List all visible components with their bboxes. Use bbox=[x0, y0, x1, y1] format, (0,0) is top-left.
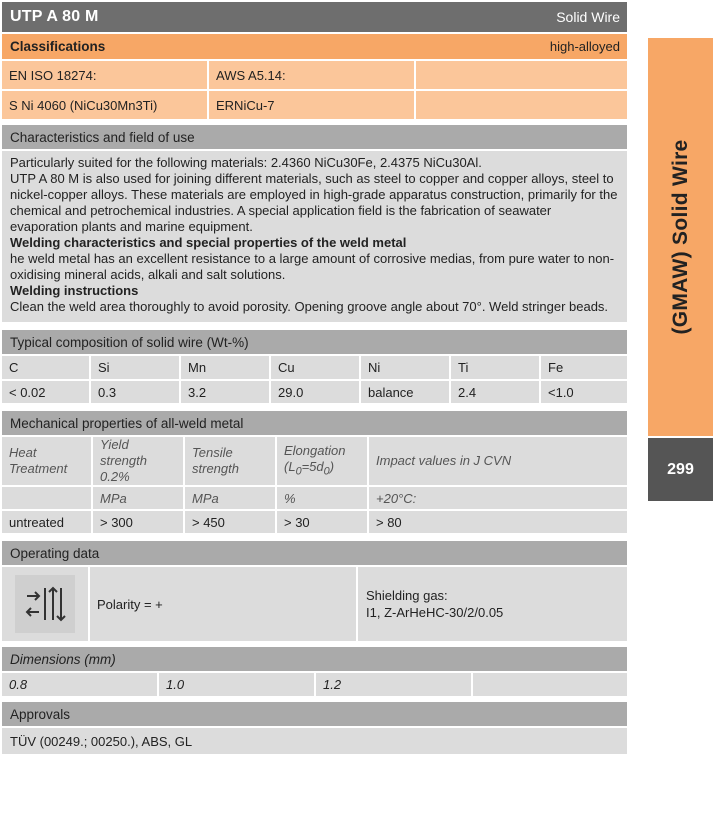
polarity-text: Polarity = + bbox=[90, 567, 358, 641]
classifications-row-designations bbox=[2, 91, 627, 121]
elongation-label-mid: =5d bbox=[301, 458, 324, 474]
characteristics-text bbox=[2, 151, 627, 322]
operating-heading: Operating data bbox=[2, 541, 627, 567]
classifications-header bbox=[2, 34, 627, 61]
shielding-gas-value: I1, Z-ArHeHC-30/2/0.05 bbox=[366, 605, 504, 620]
shielding-gas bbox=[358, 567, 627, 641]
elongation-subscript: 0 bbox=[323, 465, 330, 478]
value-cell: > 80 bbox=[368, 510, 627, 534]
shielding-gas-label: Shielding gas: bbox=[366, 588, 448, 603]
dimension-value: 0.8 bbox=[2, 673, 158, 697]
unit-cell: MPa bbox=[184, 486, 276, 510]
element-symbol: Mn bbox=[180, 356, 270, 380]
classification-cell: EN ISO 18274: bbox=[2, 61, 209, 89]
dimension-value bbox=[472, 673, 627, 697]
element-value: 29.0 bbox=[270, 380, 360, 404]
polarity-symbol-icon bbox=[15, 575, 75, 633]
welding-instructions-heading: Welding instructions bbox=[10, 283, 139, 298]
characteristics-paragraph: Particularly suited for the following materials: 2.4360 NiCu30Fe, 2.4375 NiCu30Al. bbox=[10, 155, 482, 170]
composition-values-row bbox=[2, 380, 627, 404]
tensile-strength-header: Tensile strength bbox=[184, 437, 276, 486]
classification-cell bbox=[416, 91, 627, 119]
classification-cell: AWS A5.14: bbox=[209, 61, 416, 89]
section-tab bbox=[648, 38, 713, 436]
characteristics-paragraph: he weld metal has an excellent resistance to a large amount of corrosive medias, from pure water to non-oxidising mineral acids, alkali and salt solutions. bbox=[10, 251, 615, 282]
approvals-value: TÜV (00249.; 00250.), ABS, GL bbox=[2, 728, 627, 754]
welding-characteristics-heading: Welding characteristics and special properties of the weld metal bbox=[10, 235, 407, 250]
elongation-header bbox=[276, 437, 368, 486]
operating-row bbox=[2, 567, 627, 643]
product-title: UTP A 80 M bbox=[10, 8, 99, 25]
classifications-category: high-alloyed bbox=[549, 39, 620, 54]
page-number: 299 bbox=[648, 438, 713, 501]
element-value: 3.2 bbox=[180, 380, 270, 404]
classification-cell bbox=[416, 61, 627, 89]
classifications-row-standards bbox=[2, 61, 627, 91]
element-symbol: Fe bbox=[540, 356, 627, 380]
polarity-icon-cell bbox=[2, 567, 90, 641]
characteristics-paragraph: Clean the weld area thoroughly to avoid porosity. Opening groove angle about 70°. Weld stringer beads. bbox=[10, 299, 609, 314]
value-cell: > 30 bbox=[276, 510, 368, 534]
unit-cell bbox=[2, 486, 92, 510]
elongation-subscript: 0 bbox=[295, 465, 302, 478]
element-value: <1.0 bbox=[540, 380, 627, 404]
element-symbol: Cu bbox=[270, 356, 360, 380]
value-cell: > 450 bbox=[184, 510, 276, 534]
main-column bbox=[2, 2, 627, 754]
impact-values-header: Impact values in J CVN bbox=[368, 437, 627, 486]
element-symbol: C bbox=[2, 356, 90, 380]
product-type: Solid Wire bbox=[556, 9, 620, 25]
section-tab-label: (GMAW) Solid Wire bbox=[668, 139, 692, 335]
unit-cell: % bbox=[276, 486, 368, 510]
title-bar bbox=[2, 2, 627, 34]
composition-table bbox=[2, 356, 627, 405]
heat-treatment-header: Heat Treatment bbox=[2, 437, 92, 486]
elongation-label: Elongation (L bbox=[284, 442, 346, 474]
classification-cell: S Ni 4060 (NiCu30Mn3Ti) bbox=[2, 91, 209, 119]
elongation-label-end: ) bbox=[329, 458, 335, 474]
dimensions-row bbox=[2, 673, 627, 697]
dimensions-table bbox=[2, 673, 627, 698]
unit-cell: +20°C: bbox=[368, 486, 627, 510]
mechanical-units-row bbox=[2, 486, 627, 510]
mechanical-table bbox=[2, 437, 627, 535]
mechanical-heading: Mechanical properties of all-weld metal bbox=[2, 411, 627, 437]
mechanical-header-row bbox=[2, 437, 627, 486]
polarity-symbol-svg bbox=[23, 584, 67, 624]
element-value: 2.4 bbox=[450, 380, 540, 404]
element-symbol: Ti bbox=[450, 356, 540, 380]
characteristics-paragraph: UTP A 80 M is also used for joining different materials, such as steel to copper and copper alloys, steel to nickel-copper alloys. These materials are employed in high-grade apparatus construction, primarily for the chemical and petrochemical industries. A special application field is the fabrication of seawater evaporation plants and marine equipment. bbox=[10, 171, 618, 234]
value-cell: untreated bbox=[2, 510, 92, 534]
composition-heading: Typical composition of solid wire (Wt-%) bbox=[2, 330, 627, 356]
element-value: balance bbox=[360, 380, 450, 404]
mechanical-values-row bbox=[2, 510, 627, 534]
element-value: 0.3 bbox=[90, 380, 180, 404]
spacer bbox=[2, 322, 627, 330]
dimensions-heading: Dimensions (mm) bbox=[2, 647, 627, 673]
classifications-label: Classifications bbox=[10, 39, 106, 54]
element-symbol: Ni bbox=[360, 356, 450, 380]
value-cell: > 300 bbox=[92, 510, 184, 534]
composition-elements-row bbox=[2, 356, 627, 380]
yield-strength-header: Yield strength 0.2% bbox=[92, 437, 184, 486]
element-symbol: Si bbox=[90, 356, 180, 380]
unit-cell: MPa bbox=[92, 486, 184, 510]
approvals-heading: Approvals bbox=[2, 702, 627, 728]
characteristics-heading: Characteristics and field of use bbox=[2, 125, 627, 151]
dimension-value: 1.0 bbox=[158, 673, 315, 697]
dimension-value: 1.2 bbox=[315, 673, 472, 697]
classification-cell: ERNiCu-7 bbox=[209, 91, 416, 119]
element-value: < 0.02 bbox=[2, 380, 90, 404]
